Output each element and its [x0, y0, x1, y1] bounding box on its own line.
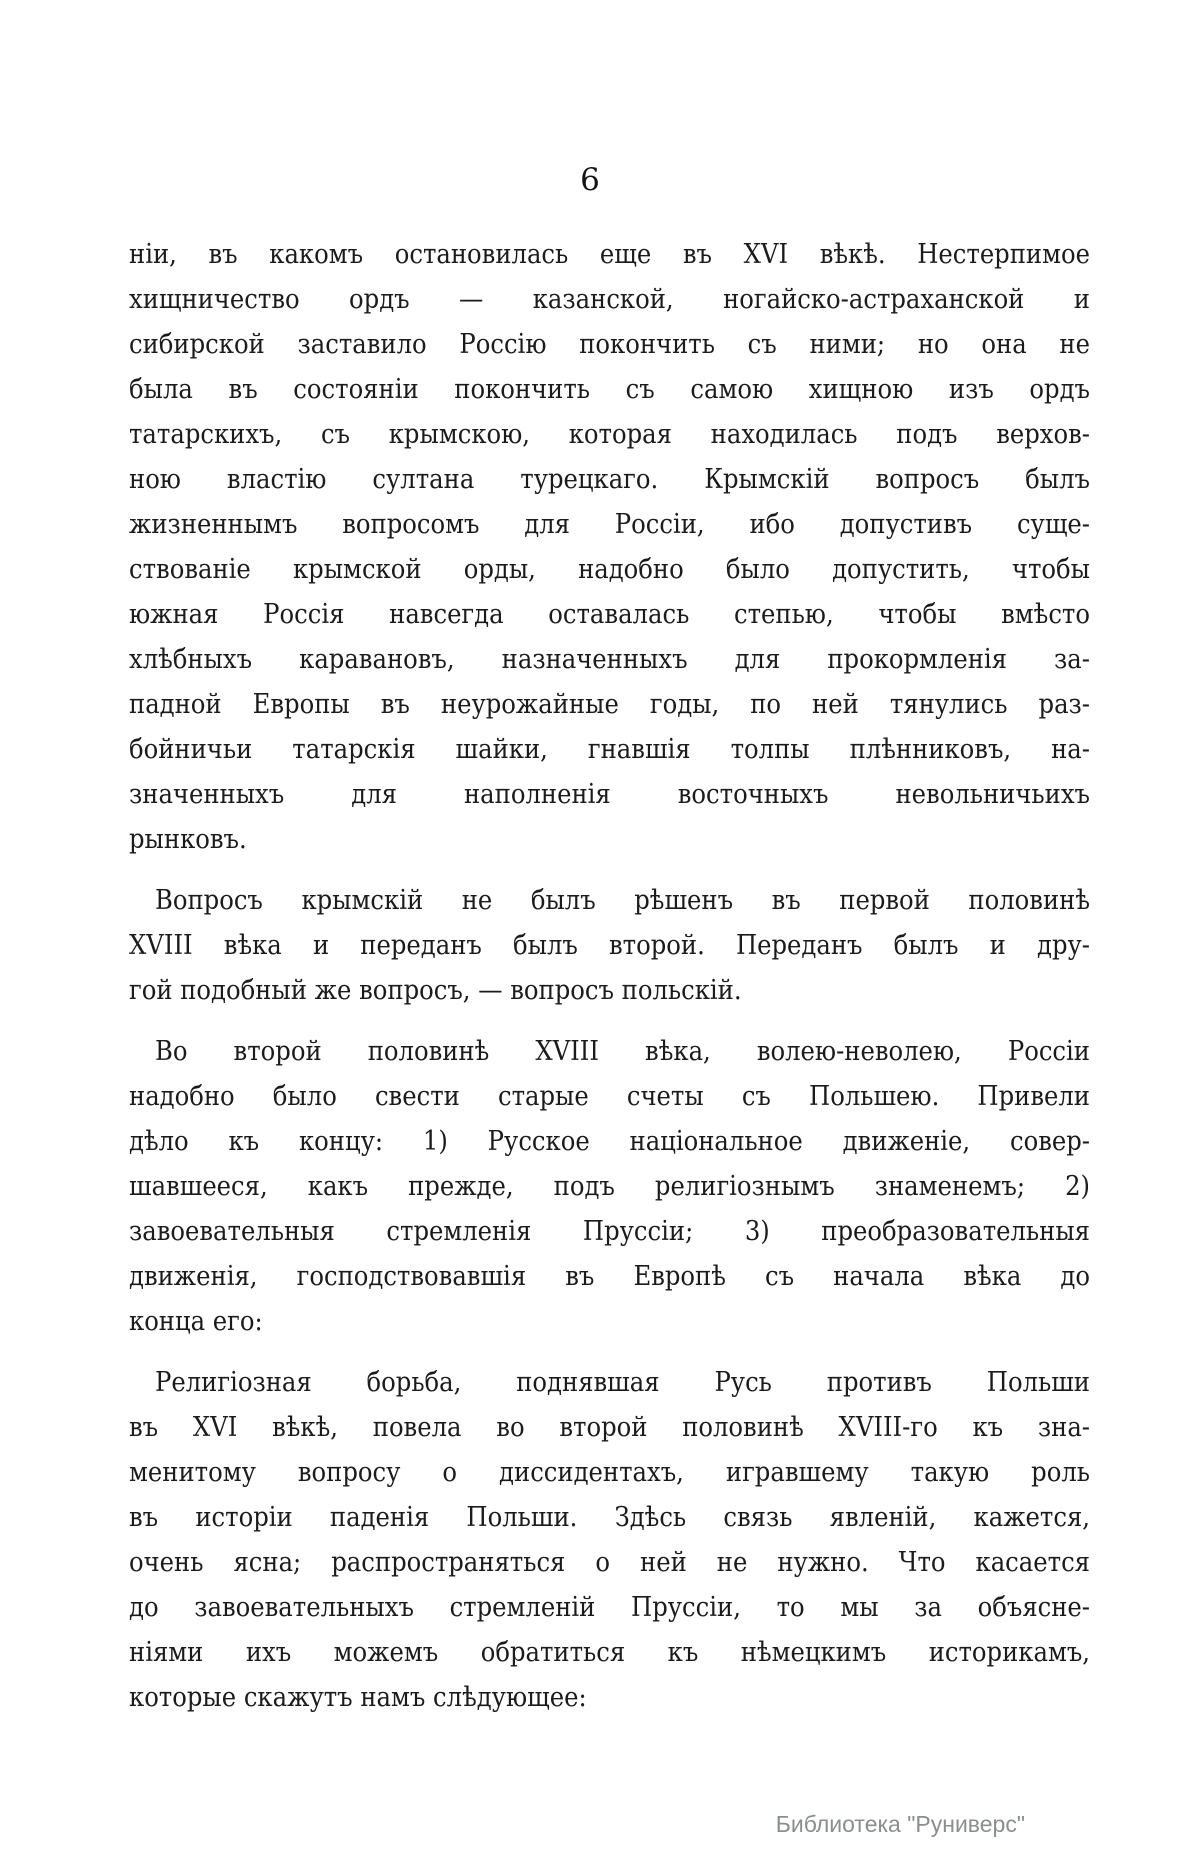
text-line: движенія, господствовавшія въ Европѣ съ начала вѣка до [129, 1261, 1090, 1292]
text-line: сибирской заставило Россію покончить съ ними; но она не [129, 329, 1090, 360]
text-line: ствованіе крымской орды, надобно было допустить, чтобы [129, 554, 1090, 585]
text-line: татарскихъ, съ крымскою, которая находилась подъ верхов- [129, 419, 1090, 450]
text-line: ніями ихъ можемъ обратиться къ нѣмецкимъ историкамъ, [129, 1637, 1090, 1668]
text-line: гой подобный же вопросъ, — вопросъ польскій. [129, 975, 742, 1006]
text-line: южная Россія навсегда оставалась степью, чтобы вмѣсто [129, 599, 1090, 630]
text-line: конца его: [129, 1306, 263, 1337]
text-line: въ XVI вѣкѣ, повела во второй половинѣ XVIII-го къ зна- [129, 1412, 1090, 1443]
text-line: надобно было свести старые счеты съ Польшею. Привели [129, 1081, 1090, 1112]
text-line: бойничьи татарскія шайки, гнавшія толпы плѣнниковъ, на- [129, 734, 1090, 765]
text-line: завоевательныя стремленія Пруссіи; 3) преобразовательныя [129, 1216, 1090, 1247]
text-line: была въ состояніи покончить съ самою хищною изъ ордъ [129, 374, 1090, 405]
text-line: очень ясна; распространяться о ней не нужно. Что касается [129, 1547, 1090, 1578]
text-line: Во второй половинѣ XVIII вѣка, волею-неволею, Россіи [155, 1036, 1090, 1067]
text-line: до завоевательныхъ стремленій Пруссіи, то мы за объясне- [129, 1592, 1090, 1623]
text-line: XVIII вѣка и переданъ былъ второй. Переданъ былъ и дру- [129, 930, 1090, 961]
text-line: шавшееся, какъ прежде, подъ религіознымъ знаменемъ; 2) [129, 1171, 1090, 1202]
text-line: хлѣбныхъ каравановъ, назначенныхъ для прокормленія за- [129, 644, 1090, 675]
text-line: жизненнымъ вопросомъ для Россіи, ибо допустивъ суще- [129, 509, 1090, 540]
text-line: ніи, въ какомъ остановилась еще въ XVI вѣкѣ. Нестерпимое [129, 239, 1090, 270]
paragraph [129, 1360, 1090, 1720]
library-watermark: Библиотека "Руниверс" [775, 1811, 1025, 1837]
text-line: Религіозная борьба, поднявшая Русь противъ Польши [155, 1367, 1090, 1398]
text-line: падной Европы въ неурожайные годы, по ней тянулись раз- [129, 689, 1090, 720]
text-line: которые скажутъ намъ слѣдующее: [129, 1682, 587, 1713]
paragraph [129, 1029, 1090, 1344]
paragraph [129, 232, 1090, 862]
text-line: менитому вопросу о диссидентахъ, игравшему такую роль [129, 1457, 1090, 1488]
paragraph [129, 878, 1090, 1013]
text-line: значенныхъ для наполненія восточныхъ невольничьихъ [129, 779, 1090, 810]
text-line: Вопросъ крымскій не былъ рѣшенъ въ первой половинѣ [155, 885, 1090, 916]
page-number: 6 [580, 162, 600, 198]
text-line: хищничество ордъ — казанской, ногайско-астраханской и [129, 284, 1090, 315]
text-line: ною властію султана турецкаго. Крымскій вопросъ былъ [129, 464, 1090, 495]
text-line: дѣло къ концу: 1) Русское національное движеніе, совер- [129, 1126, 1090, 1157]
text-line: рынковъ. [129, 824, 247, 855]
page-text [129, 232, 1090, 1736]
text-line: въ исторіи паденія Польши. Здѣсь связь явленій, кажется, [129, 1502, 1090, 1533]
